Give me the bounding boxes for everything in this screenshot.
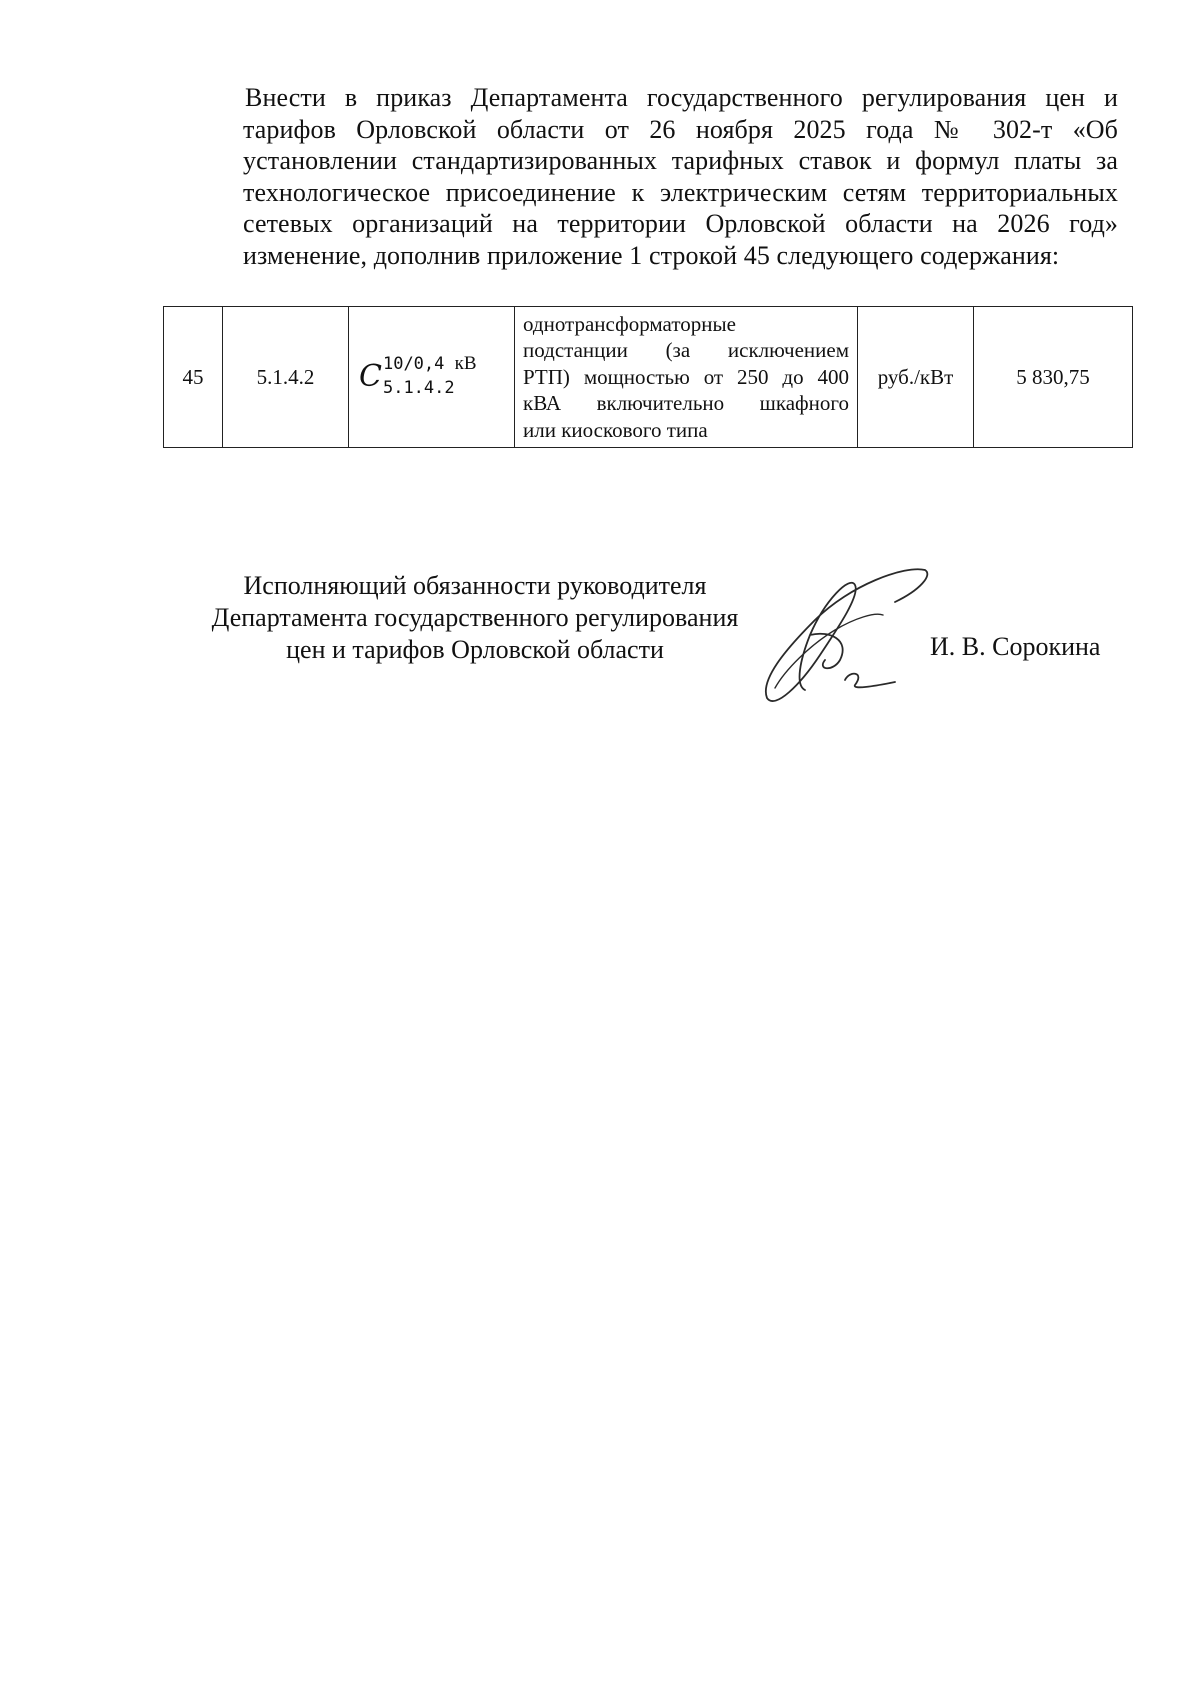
row-description-cell	[515, 307, 858, 448]
intro-line: тарифов Орловской области от 26 ноября 2025 года № 302-т «Об	[243, 114, 1118, 144]
tariff-formula	[359, 353, 477, 399]
description-line: РТП) мощностью от 250 до 400	[523, 364, 849, 389]
intro-line: установлении стандартизированных тарифных ставок и формул платы за	[243, 146, 1118, 175]
signatory-name: И. В. Сорокина	[930, 632, 1101, 661]
signatory-title-line: Департамента государственного регулирования	[211, 603, 739, 632]
signatory-title-line: Исполняющий обязанности руководителя	[243, 571, 707, 600]
formula-superscript	[383, 354, 477, 374]
formula-superscript-value: 10/0,4	[382, 354, 445, 375]
handwritten-signature	[755, 560, 935, 710]
intro-line: сетевых организаций на территории Орловской области на 2026 год»	[243, 209, 1118, 238]
signatory-title-line: цен и тарифов Орловской области	[286, 635, 664, 664]
intro-paragraph	[173, 82, 1118, 271]
description-line: однотрансформаторные	[523, 311, 736, 336]
intro-line: технологическое присоединение к электрическим сетям территориальных	[243, 177, 1118, 207]
description-line: подстанции (за исключением	[523, 338, 849, 363]
row-description	[515, 311, 857, 444]
formula-subscript: 5.1.4.2	[382, 378, 455, 399]
row-code-cell: 5.1.4.2	[223, 307, 349, 448]
formula-scripts	[382, 353, 477, 399]
intro-line: Внести в приказ Департамента государственного регулирования цен и	[245, 83, 1118, 112]
table-row	[164, 307, 1133, 448]
row-value-cell: 5 830,75	[974, 307, 1133, 448]
row-unit-cell: руб./кВт	[858, 307, 974, 448]
intro-line: изменение, дополнив приложение 1 строкой 45 следующего содержания:	[243, 240, 1060, 270]
signatory-title	[175, 570, 775, 666]
row-number-cell: 45	[164, 307, 223, 448]
formula-superscript-unit: кВ	[454, 353, 477, 375]
description-line: кВА включительно шкафного	[523, 391, 849, 416]
description-line: или киоскового типа	[523, 417, 708, 442]
amendment-table	[163, 306, 1133, 448]
formula-letter: C	[359, 359, 382, 394]
row-formula-cell	[349, 307, 515, 448]
